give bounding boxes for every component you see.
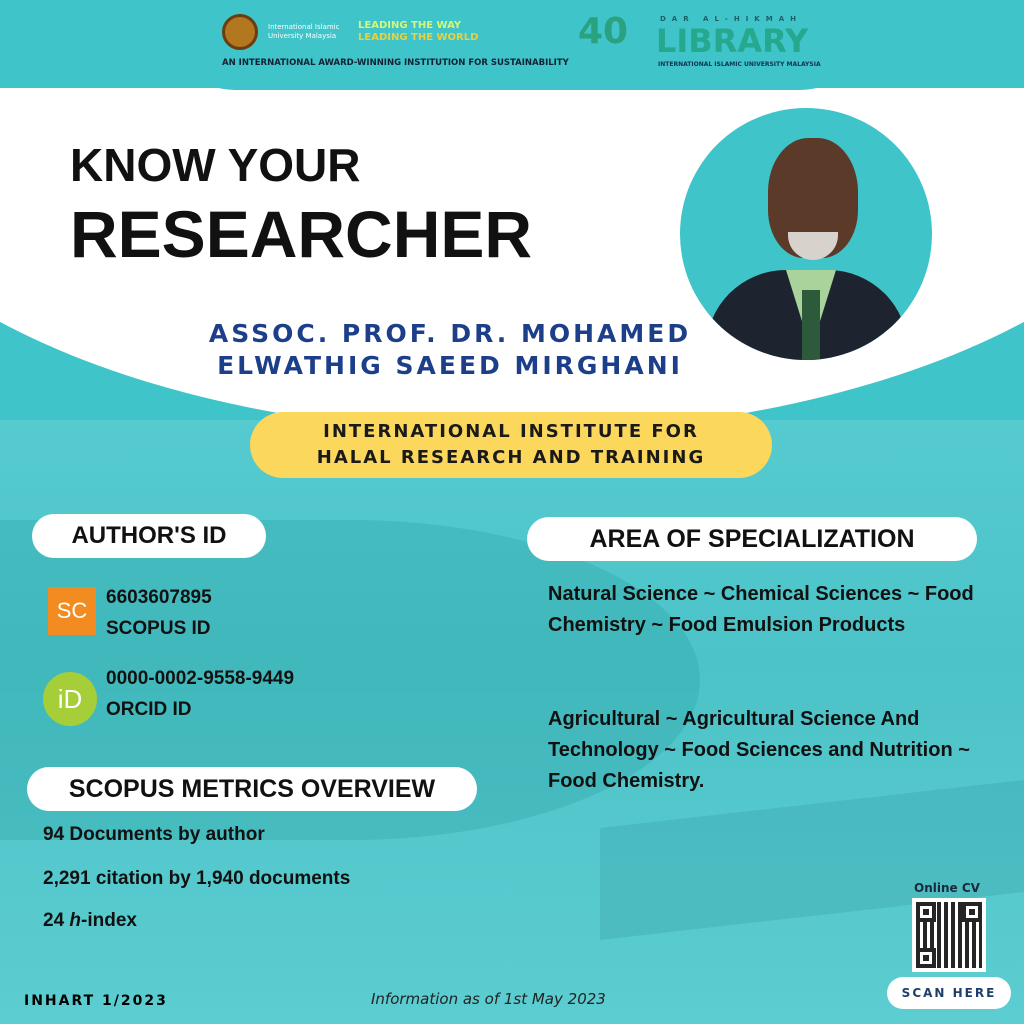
title-line2: RESEARCHER bbox=[70, 197, 533, 271]
library-logo: LIBRARY bbox=[656, 22, 809, 60]
header-logos bbox=[222, 14, 478, 50]
specialization-heading: AREA OF SPECIALIZATION bbox=[527, 517, 977, 561]
iium-seal-logo bbox=[222, 14, 258, 50]
title-line1: KNOW YOUR bbox=[70, 139, 361, 191]
scopus-id bbox=[106, 582, 212, 644]
library-top-text: DAR AL-HIKMAH bbox=[660, 15, 802, 23]
hindex-value: 24 bbox=[43, 910, 70, 931]
info-date: Information as of 1st May 2023 bbox=[371, 990, 606, 1008]
specialization-agricultural: Agricultural ~ Agricultural Science And Technology ~ Food Sciences and Nutrition ~ Food Chemistry. bbox=[548, 708, 970, 792]
40th-anniversary-logo: 40 bbox=[578, 11, 629, 52]
name-line2: ELWATHIG SAEED MIRGHANI bbox=[217, 351, 683, 380]
orcid-icon: iD bbox=[43, 672, 97, 726]
leading-tagline bbox=[358, 20, 478, 44]
iium-name: International Islamic University Malaysia bbox=[268, 23, 340, 40]
institute-line1: INTERNATIONAL INSTITUTE FOR bbox=[323, 421, 699, 442]
hindex-h: h bbox=[69, 910, 82, 931]
metric-documents: 94 Documents by author bbox=[43, 824, 265, 845]
orcid-id bbox=[106, 663, 294, 725]
scopus-id-label: SCOPUS ID bbox=[106, 618, 211, 639]
scopus-icon: SC bbox=[48, 587, 96, 635]
institute-badge bbox=[250, 412, 772, 478]
header-tagline: AN INTERNATIONAL AWARD-WINNING INSTITUTION FOR SUSTAINABILITY bbox=[222, 58, 569, 68]
metrics-heading: SCOPUS METRICS OVERVIEW bbox=[27, 767, 477, 811]
author-id-heading: AUTHOR'S ID bbox=[32, 514, 266, 558]
metric-hindex bbox=[43, 909, 137, 933]
online-cv-label: Online CV bbox=[914, 881, 980, 895]
qr-code[interactable] bbox=[912, 898, 986, 972]
hindex-suffix: -index bbox=[81, 910, 137, 931]
orcid-id-label: ORCID ID bbox=[106, 699, 192, 720]
specialization-natural-science: Natural Science ~ Chemical Sciences ~ Food Chemistry ~ Food Emulsion Products bbox=[548, 583, 974, 636]
metric-citations: 2,291 citation by 1,940 documents bbox=[43, 868, 351, 889]
researcher-name bbox=[150, 318, 750, 382]
institute-line2: HALAL RESEARCH AND TRAINING bbox=[316, 447, 706, 468]
scan-here-button[interactable]: SCAN HERE bbox=[887, 977, 1011, 1009]
poster-code: INHART 1/2023 bbox=[24, 993, 168, 1009]
scopus-id-value: 6603607895 bbox=[106, 587, 212, 608]
orcid-id-value: 0000-0002-9558-9449 bbox=[106, 668, 295, 689]
name-line1: ASSOC. PROF. DR. MOHAMED bbox=[208, 319, 692, 348]
leading-the-world: LEADING THE WORLD bbox=[358, 32, 479, 43]
leading-the-way: LEADING THE WAY bbox=[358, 20, 462, 31]
library-subtitle: INTERNATIONAL ISLAMIC UNIVERSITY MALAYSIA bbox=[658, 61, 821, 68]
